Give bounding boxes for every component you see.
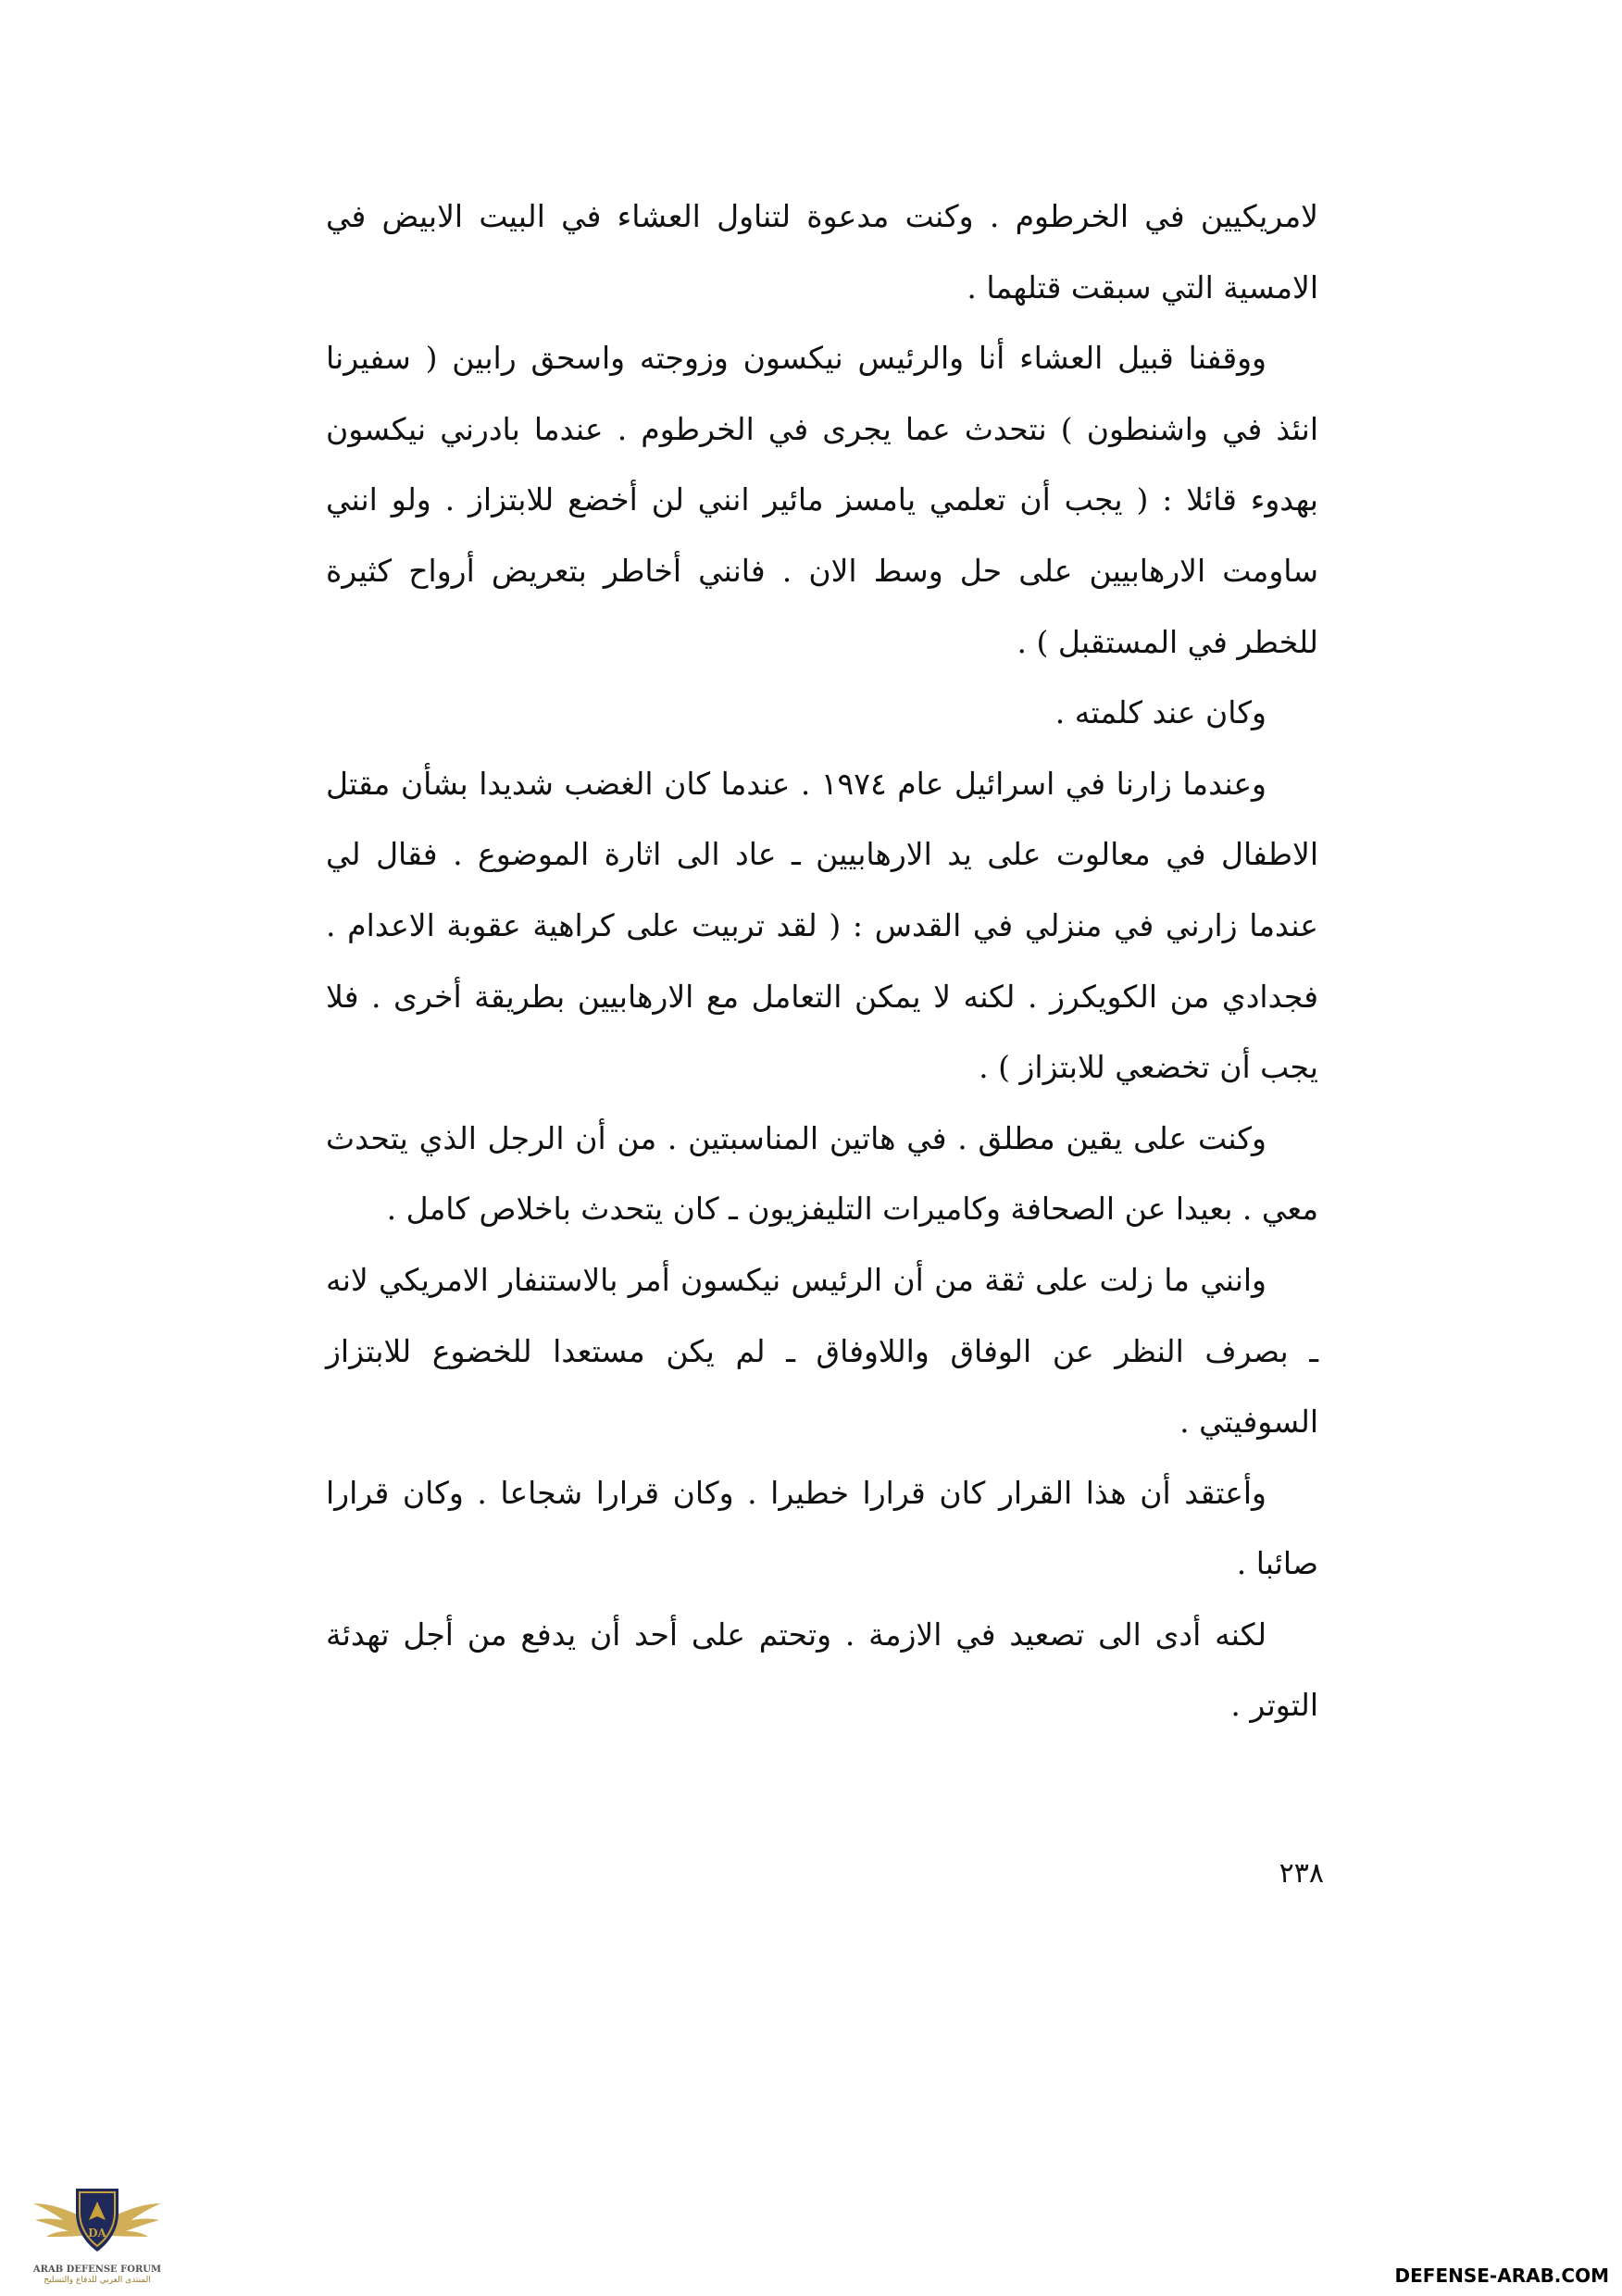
logo-subtext: المنتدى العربي للدفاع والتسليح bbox=[44, 2276, 151, 2285]
page-number: ٢٣٨ bbox=[1279, 1857, 1324, 1890]
paragraph-1: لامريكيين في الخرطوم . وكنت مدعوة لتناول العشاء في البيت الابيض في الامسية التي سبقت قتلهما . bbox=[326, 198, 1318, 306]
paragraph-6: وانني ما زلت على ثقة من أن الرئيس نيكسون أمر بالاستنفار الامريكي لانه ـ بصرف النظر عن الوفاق واللاوفاق ـ لم يكن مستعدا للخضوع للابتزاز السوفيتي . bbox=[326, 1261, 1318, 1441]
svg-text:DA: DA bbox=[88, 2227, 106, 2240]
body-text bbox=[326, 181, 1318, 1741]
paragraph-5: وكنت على يقين مطلق . في هاتين المناسبتين . من أن الرجل الذي يتحدث معي . بعيدا عن الصحافة وكاميرات التليفزيون ـ كان يتحدث باخلاص كامل . bbox=[326, 1119, 1318, 1228]
paragraph-3: وكان عند كلمته . bbox=[1054, 694, 1266, 731]
logo-name: ARAB DEFENSE FORUM bbox=[32, 2265, 162, 2275]
paragraph-2: ووقفنا قبيل العشاء أنا والرئيس نيكسون وزوجته واسحق رابين ( سفيرنا انئذ في واشنطون ) نتحدث عما يجرى في الخرطوم . عندما بادرني نيكسون بهدوء قائلا : ( يجب أن تعلمي يامسز مائير انني لن أخضع للابتزاز . ولو انني ساومت الارهابيين على حل وسط الان . فانني أخاطر بتعريض أرواح كثيرة للخطر في المستقبل ) . bbox=[326, 340, 1318, 660]
forum-logo bbox=[28, 2176, 167, 2287]
paragraph-7: وأعتقد أن هذا القرار كان قرارا خطيرا . وكان قرارا شجاعا . وكان قرارا صائبا . bbox=[326, 1474, 1318, 1582]
paragraph-8: لكنه أدى الى تصعيد في الازمة . وتحتم على أحد أن يدفع من أجل تهدئة التوتر . bbox=[326, 1616, 1318, 1724]
site-url-watermark: DEFENSE-ARAB.COM bbox=[1394, 2265, 1609, 2287]
paragraph-4: وعندما زارنا في اسرائيل عام ١٩٧٤ . عندما كان الغضب شديدا بشأن مقتل الاطفال في معالوت على يد الارهابيين ـ عاد الى اثارة الموضوع . فقال لي عندما زارني في منزلي في القدس : ( لقد تربيت على كراهية عقوبة الاعدام . فجدادي من الكويكرز . لكنه لا يمكن التعامل مع الارهابيين بطريقة أخرى . فلا يجب أن تخضعي للابتزاز ) . bbox=[326, 765, 1318, 1086]
shield-wings-icon bbox=[28, 2176, 167, 2265]
